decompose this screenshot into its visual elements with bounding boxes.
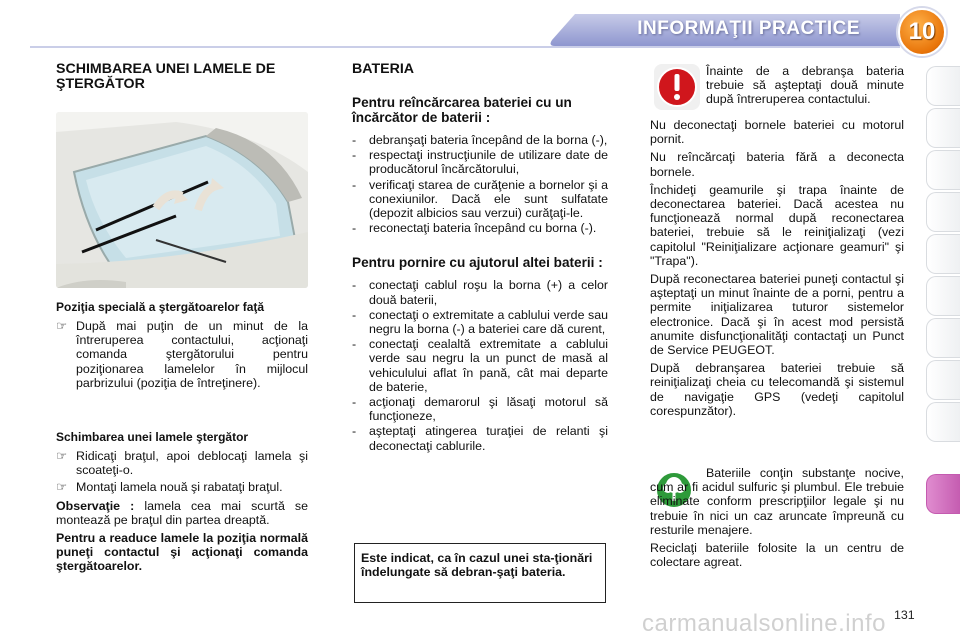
side-tab-5[interactable] [926, 234, 960, 274]
observation-paragraph [56, 499, 308, 527]
precaution-paragraph: Nu deconectaţi bornele bateriei cu motorul pornit. [650, 118, 904, 147]
list-item-text: respectaţi instrucţiunile de utilizare date de producătorul încărcătorului, [369, 148, 608, 177]
precaution-paragraph: După debranşarea bateriei trebuie să reiniţializaţi cheia cu telecomandă şi sistemul de navigaţie GPS (vedeţi capitolul corespunzător). [650, 361, 904, 418]
warning-intro-text: Înainte de a debranşa bateria trebuie să aşteptaţi două minute după întreruperea contactului. [706, 64, 904, 107]
environment-text-2: Reciclaţi bateriile folosite la un centru de colectare agreat. [650, 541, 904, 570]
battery-section [352, 62, 608, 454]
list-item: - acţionaţi demarorul şi lăsaţi motorul să funcţioneze, [352, 395, 608, 424]
list-item-text: verificaţi starea de curăţenie a bornelor şi a conexiunilor. Dacă ele sunt sulfatate (depozit albicios sau verzui) curăţaţi-le. [369, 177, 608, 221]
precaution-paragraph: După reconectarea bateriei puneţi contactul şi aşteptaţi un minut înainte de a porni, pentru a permite iniţializarea tuturor sistemelor electronice. Dacă şi în acest mod persistă anumite disfuncţionalităţi contactaţi un Punct de Service PEUGEOT. [650, 272, 904, 358]
recharge-list [352, 133, 608, 235]
wiper-section-title: SCHIMBAREA UNEI LAMELE DE ŞTERGĂTOR [56, 61, 276, 92]
list-item-text: conectaţi o extremitate a cablului verde sau negru la borna (-) a bateriei care dă curent, [369, 307, 608, 337]
list-item-text: reconectaţi bateria începând cu borna (-). [369, 221, 597, 236]
list-item: - aşteptaţi atingerea turaţiei de relanti şi deconectaţi cablurile. [352, 424, 608, 453]
observation-text: lamela cea mai scurtă se montează pe braţul din partea dreaptă. [56, 498, 309, 527]
list-item: - conectaţi o extremitate a cablului verde sau negru la borna (-) a bateriei care dă curent, [352, 307, 608, 337]
battery-section-title: BATERIA [352, 61, 415, 77]
pointing-hand-icon: ☞ [56, 480, 68, 495]
wiper-final-note: Pentru a readuce lamele la poziţia normală puneţi contactul şi acţionaţi comanda ştergătoarelor. [56, 531, 308, 574]
list-item [56, 319, 308, 390]
windscreen-wiper-photo [56, 112, 308, 288]
watermark: carmanualsonline.info [642, 610, 886, 637]
side-tab-9[interactable] [926, 402, 960, 442]
chapter-title: INFORMAŢII PRACTICE [637, 18, 860, 39]
precaution-paragraph: Închideţi geamurile şi trapa înainte de deconectarea bateriei. Dacă acestea nu funcţionează normal după reconectarea bateriei, trebuie să le reiniţializaţi (vezi capitolul "Reiniţializare acţionare geamuri" şi "Trapa"). [650, 182, 904, 268]
list-item-text: Ridicaţi braţul, apoi deblocaţi lamela şi scoateţi-o. [76, 449, 308, 478]
environment-text: Bateriile conţin substanţe nocive, cum ar fi acidul sulfuric şi plumbul. Ele trebuie eliminate conform prescripţiilor legale şi nu trebuie în nici un caz aruncate împreună cu resturile menajere. [650, 466, 904, 537]
list-item-text: conectaţi cablul roşu la borna (+) a celor două baterii, [369, 278, 608, 307]
list-item [56, 480, 308, 494]
side-tab-7[interactable] [926, 318, 960, 358]
wiper-special-position-title: Poziţia specială a ştergătoarelor faţă [56, 300, 265, 314]
page-number: 131 [894, 608, 915, 622]
side-tab-1[interactable] [926, 66, 960, 106]
side-tab-10-active[interactable] [926, 474, 960, 514]
list-item-text: debranşaţi bateria începând de la borna (-), [369, 133, 608, 147]
list-item: - respectaţi instrucţiunile de utilizare date de producătorul încărcătorului, [352, 148, 608, 177]
wiper-section [56, 62, 308, 98]
list-item: - reconectaţi bateria începând cu borna (-). [352, 221, 608, 235]
side-tab-2[interactable] [926, 108, 960, 148]
pointing-hand-icon: ☞ [56, 449, 68, 463]
wiper-special-position [56, 300, 308, 393]
list-item-text: Montaţi lamela nouă şi rabataţi braţul. [76, 480, 283, 495]
disconnect-battery-note: Este indicat, ca în cazul unei sta-ţionări îndelungate să debran-şaţi bateria. [354, 543, 606, 603]
pointing-hand-icon: ☞ [56, 319, 68, 333]
list-item-text: După mai puţin de un minut de la întreruperea contactului, acţionaţi comanda ştergătorului pentru poziţionarea lamelelor în mijlocul parbrizului (poziţia de întreţinere). [76, 319, 308, 390]
list-item [56, 449, 308, 477]
warning-intro [706, 64, 904, 111]
side-tab-8[interactable] [926, 360, 960, 400]
list-item: - verificaţi starea de curăţenie a bornelor şi a conexiunilor. Dacă ele sunt sulfatate (depozit albicios sau verzui) curăţaţi-le. [352, 177, 608, 221]
precaution-paragraph: Nu reîncărcaţi bateria fără a deconecta bornele. [650, 150, 904, 179]
environment-note [650, 466, 904, 573]
wiper-replace-section [56, 430, 308, 578]
chapter-number-badge: 10 [898, 8, 946, 56]
recharge-title: Pentru reîncărcarea bateriei cu un încărcător de baterii : [352, 95, 572, 125]
jump-start-title: Pentru pornire cu ajutorul altei baterii : [352, 255, 603, 271]
list-item-text: conectaţi cealaltă extremitate a cablului verde sau negru la un punct de masă al vehiculului aflat în pană, cât mai departe de baterie, [369, 337, 608, 394]
observation-label: Observaţie : [56, 498, 135, 513]
wiper-replace-title: Schimbarea unei lamele ştergător [56, 430, 249, 444]
list-item: - conectaţi cealaltă extremitate a cablului verde sau negru la un punct de masă al vehiculului aflat în pană, cât mai departe de baterie, [352, 337, 608, 394]
list-item: - debranşaţi bateria începând de la borna (-), [352, 133, 608, 147]
battery-precautions [650, 118, 904, 422]
list-item-text: acţionaţi demarorul şi lăsaţi motorul să funcţioneze, [369, 395, 608, 424]
exclamation-warning-icon [654, 64, 700, 110]
side-tab-3[interactable] [926, 150, 960, 190]
list-item-text: aşteptaţi atingerea turaţiei de relanti şi deconectaţi cablurile. [369, 424, 608, 453]
jump-start-list [352, 278, 608, 452]
side-tab-4[interactable] [926, 192, 960, 232]
side-tab-6[interactable] [926, 276, 960, 316]
list-item: - conectaţi cablul roşu la borna (+) a celor două baterii, [352, 278, 608, 307]
